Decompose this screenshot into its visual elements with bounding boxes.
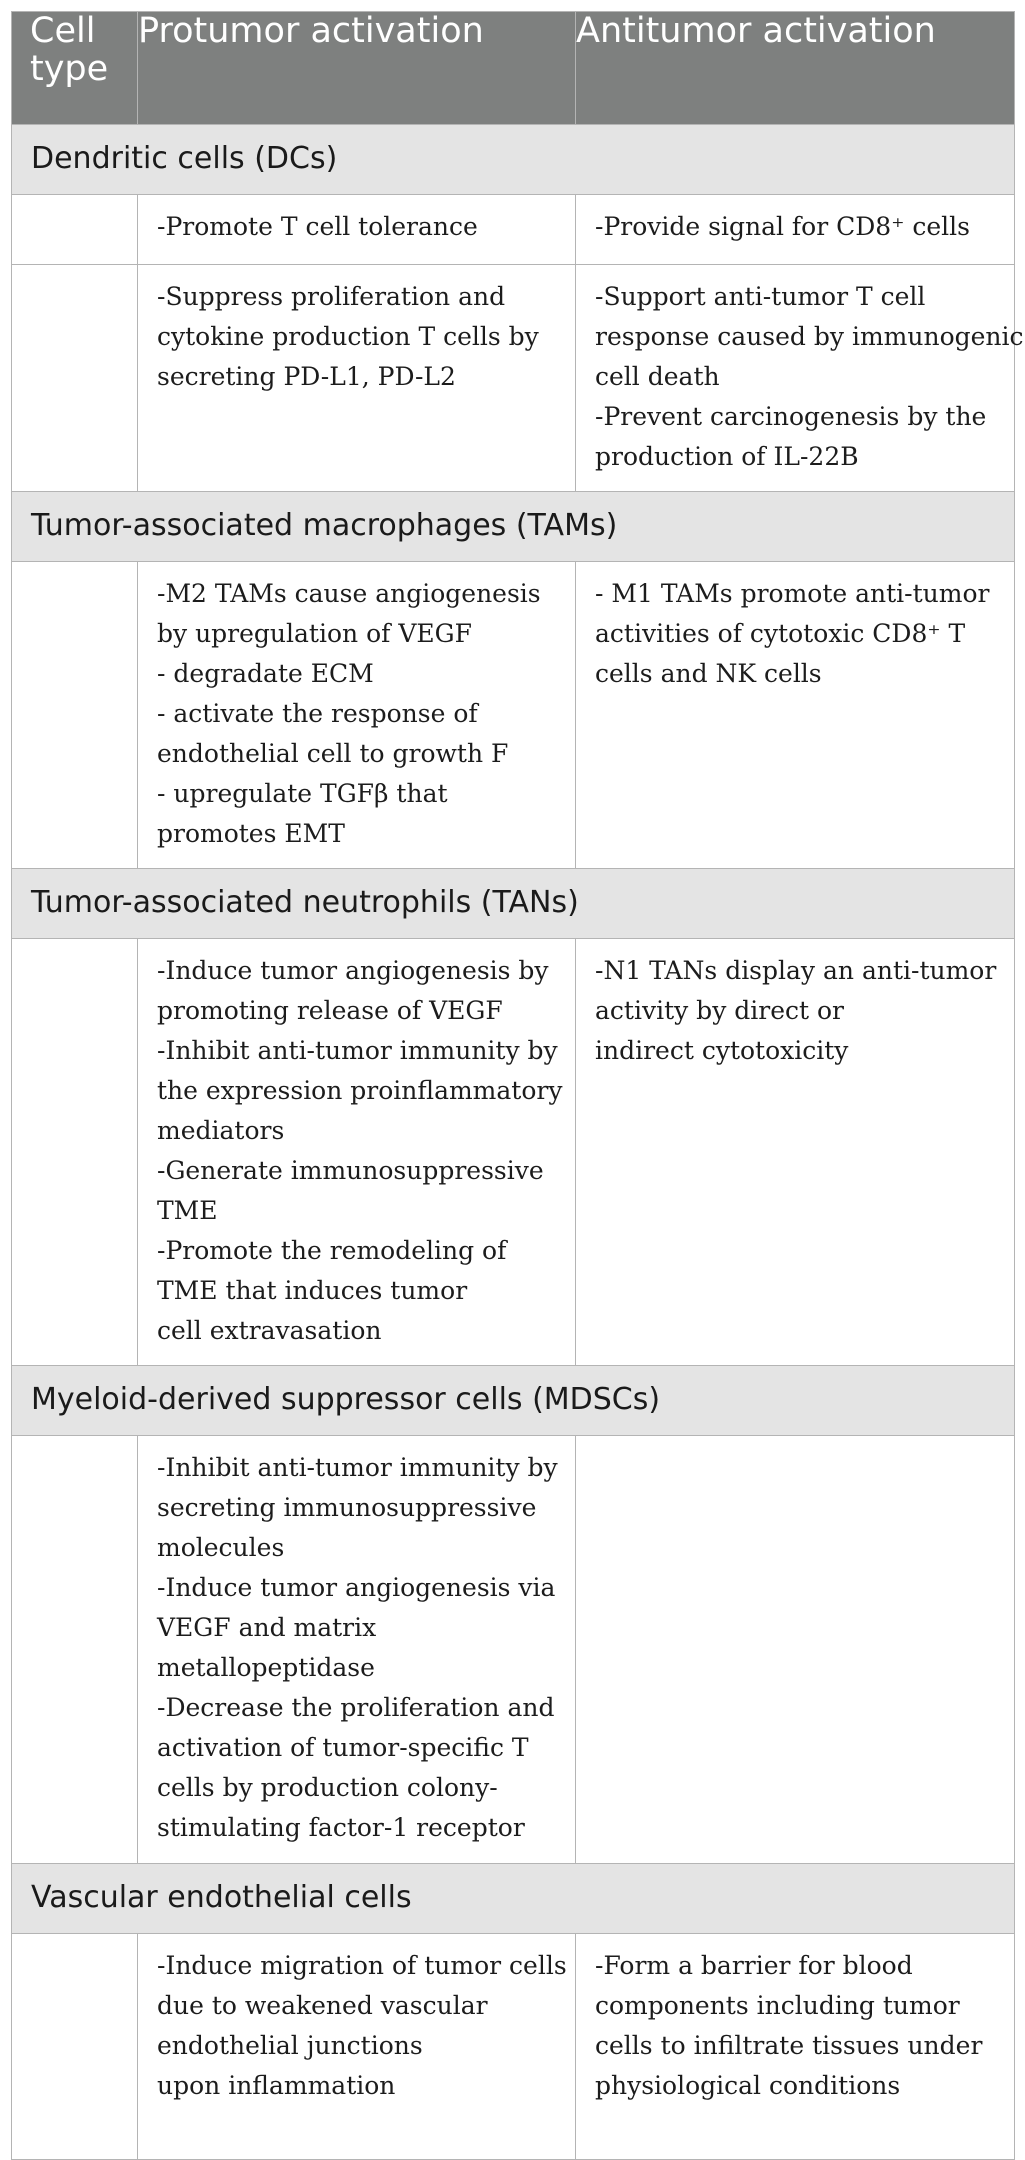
cell-line: -Support anti-tumor T cell: [595, 282, 926, 311]
section-title: Tumor-associated neutrophils (TANs): [12, 869, 1015, 939]
cell-line: -Generate immunosuppressive: [157, 1156, 544, 1185]
cell-line: metallopeptidase: [157, 1653, 375, 1682]
table-row: [12, 939, 1015, 1366]
cell-type-empty: [12, 1436, 138, 1864]
cell-line: endothelial cell to growth F: [157, 739, 509, 768]
protumor-cell: [138, 562, 576, 869]
cell-type-empty: [12, 1934, 138, 2160]
cell-line: upon inflammation: [157, 2071, 396, 2100]
cell-line: TME: [157, 1196, 218, 1225]
cell-line: molecules: [157, 1533, 285, 1562]
cell-line: -Induce migration of tumor cells: [157, 1951, 567, 1980]
cell-line: cells and NK cells: [595, 659, 822, 688]
cell-line: -Inhibit anti-tumor immunity by: [157, 1453, 558, 1482]
table-row: [12, 562, 1015, 869]
antitumor-cell: [576, 1436, 1015, 1864]
cell-line: cells to infiltrate tissues under: [595, 2031, 983, 2060]
cell-line: cell death: [595, 362, 720, 391]
table-row: [12, 195, 1015, 265]
cell-type-empty: [12, 195, 138, 265]
cell-line: the expression proinflammatory: [157, 1076, 563, 1105]
cell-line: - upregulate TGFβ that: [157, 779, 448, 808]
protumor-cell: [138, 265, 576, 492]
cell-line: -Suppress proliferation and: [157, 282, 506, 311]
cell-line: -Induce tumor angiogenesis via: [157, 1573, 556, 1602]
section-header-row: [12, 1366, 1015, 1436]
cell-line: promotes EMT: [157, 819, 345, 848]
cell-line: by upregulation of VEGF: [157, 619, 472, 648]
section-title: Myeloid-derived suppressor cells (MDSCs): [12, 1366, 1015, 1436]
section-header-row: [12, 125, 1015, 195]
cell-line: secreting PD-L1, PD-L2: [157, 362, 456, 391]
antitumor-cell: [576, 562, 1015, 869]
table-row: [12, 1436, 1015, 1864]
cell-line: VEGF and matrix: [157, 1613, 377, 1642]
cell-line: -Promote T cell tolerance: [157, 212, 478, 241]
cell-line: cytokine production T cells by: [157, 322, 539, 351]
cell-line: response caused by immunogenic: [595, 322, 1024, 351]
cell-line: -Inhibit anti-tumor immunity by: [157, 1036, 558, 1065]
cell-line: - degradate ECM: [157, 659, 374, 688]
protumor-cell: [138, 939, 576, 1366]
header-antitumor: Antitumor activation: [576, 12, 1015, 125]
cell-line: activities of cytotoxic CD8⁺ T: [595, 619, 966, 648]
cell-line: due to weakened vascular: [157, 1991, 488, 2020]
header-protumor: Protumor activation: [138, 12, 576, 125]
cell-line: secreting immunosuppressive: [157, 1493, 537, 1522]
protumor-cell: [138, 1436, 576, 1864]
protumor-cell: [138, 1934, 576, 2160]
cell-type-empty: [12, 265, 138, 492]
cell-line: -Provide signal for CD8⁺ cells: [595, 212, 970, 241]
cell-line: -Induce tumor angiogenesis by: [157, 956, 549, 985]
cell-line: mediators: [157, 1116, 285, 1145]
cell-line: -Form a barrier for blood: [595, 1951, 913, 1980]
cell-line: activity by direct or: [595, 996, 844, 1025]
section-header-row: [12, 869, 1015, 939]
cell-line: -Decrease the proliferation and: [157, 1693, 555, 1722]
cell-line: - activate the response of: [157, 699, 478, 728]
cell-type-empty: [12, 939, 138, 1366]
section-header-row: [12, 492, 1015, 562]
cell-line: indirect cytotoxicity: [595, 1036, 849, 1065]
antitumor-cell: [576, 195, 1015, 265]
antitumor-cell: [576, 939, 1015, 1366]
section-header-row: [12, 1864, 1015, 1934]
table-body: [12, 125, 1024, 2160]
cell-line: production of IL-22B: [595, 442, 859, 471]
section-title: Tumor-associated macrophages (TAMs): [12, 492, 1015, 562]
cell-line: cell extravasation: [157, 1316, 382, 1345]
cell-line: stimulating factor-1 receptor: [157, 1813, 525, 1842]
cell-line: components including tumor: [595, 1991, 960, 2020]
cell-activation-table: [11, 11, 1024, 2160]
cell-line: -N1 TANs display an anti-tumor: [595, 956, 997, 985]
protumor-cell: [138, 195, 576, 265]
cell-line: cells by production colony-: [157, 1773, 498, 1802]
antitumor-cell: [576, 1934, 1015, 2160]
cell-line: physiological conditions: [595, 2071, 901, 2100]
cell-line: activation of tumor-specific T: [157, 1733, 529, 1762]
cell-line: -M2 TAMs cause angiogenesis: [157, 579, 541, 608]
table-row: [12, 1934, 1015, 2160]
cell-type-empty: [12, 562, 138, 869]
cell-line: - M1 TAMs promote anti-tumor: [595, 579, 990, 608]
header-cell-type: Cell type: [12, 12, 138, 125]
table-row: [12, 265, 1015, 492]
cell-line: TME that induces tumor: [157, 1276, 468, 1305]
section-title: Vascular endothelial cells: [12, 1864, 1015, 1934]
section-title: Dendritic cells (DCs): [12, 125, 1015, 195]
cell-line: promoting release of VEGF: [157, 996, 503, 1025]
cell-line: -Promote the remodeling of: [157, 1236, 507, 1265]
antitumor-cell: [576, 265, 1024, 492]
table-header: [12, 12, 1015, 125]
cell-line: -Prevent carcinogenesis by the: [595, 402, 987, 431]
cell-line: endothelial junctions: [157, 2031, 423, 2060]
